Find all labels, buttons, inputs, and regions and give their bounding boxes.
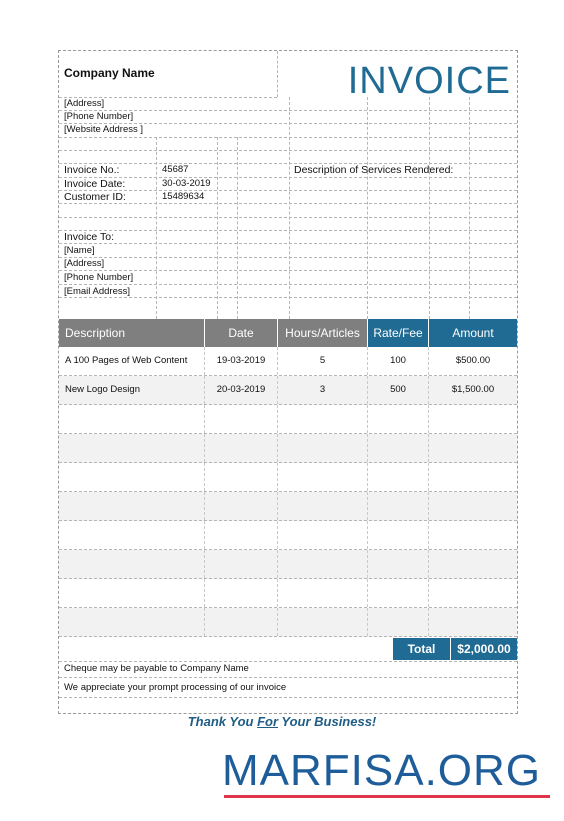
table-row-empty <box>59 405 517 434</box>
grid-line <box>367 97 368 319</box>
col-amount-header: Amount <box>429 319 517 347</box>
brand-underline <box>224 795 550 798</box>
grid-line <box>156 137 157 319</box>
cheque-note: Cheque may be payable to Company Name <box>64 663 249 674</box>
company-name: Company Name <box>64 66 155 80</box>
grid-line <box>429 97 430 319</box>
total-label: Total <box>393 638 450 660</box>
row-rate: 500 <box>368 376 429 404</box>
grid-line <box>59 243 517 244</box>
grid-line <box>59 190 517 191</box>
row-description: New Logo Design <box>59 376 205 404</box>
grid-line <box>59 270 517 271</box>
customer-id-label: Customer ID: <box>64 191 126 203</box>
row-amount: $500.00 <box>455 355 491 366</box>
table-row-empty <box>59 521 517 550</box>
grid-line <box>59 137 517 138</box>
company-website: [Website Address ] <box>64 124 144 135</box>
grid-line <box>59 217 517 218</box>
grid-line <box>59 230 517 231</box>
table-row-empty <box>59 434 517 463</box>
col-date-header: Date <box>205 319 278 347</box>
table-row-empty <box>59 463 517 492</box>
grid-line <box>59 697 517 698</box>
grid-line <box>59 677 517 678</box>
grid-line <box>469 97 470 319</box>
bill-to-email: [Email Address] <box>64 286 130 297</box>
bill-to-address: [Address] <box>64 258 105 269</box>
table-row-empty <box>59 550 517 579</box>
grid-line <box>59 284 517 285</box>
row-description: A 100 Pages of Web Content <box>59 347 205 375</box>
invoice-no-label: Invoice No.: <box>64 164 120 176</box>
invoice-to-label: Invoice To: <box>64 231 115 243</box>
table-row-empty <box>59 579 517 608</box>
services-label: Description of Services Rendered: <box>294 164 454 176</box>
row-rate: 100 <box>368 347 429 375</box>
invoice-date-label: Invoice Date: <box>64 178 126 190</box>
invoice-title: INVOICE <box>347 60 511 102</box>
items-table-header <box>59 319 517 347</box>
grid-line <box>217 137 218 319</box>
company-phone: [Phone Number] <box>64 111 134 122</box>
grid-line <box>59 661 517 662</box>
row-date: 20-03-2019 <box>205 376 278 404</box>
invoice-no-value: 45687 <box>162 164 189 175</box>
bill-to-phone: [Phone Number] <box>64 272 134 283</box>
grid-line <box>59 177 517 178</box>
row-hours: 3 <box>278 376 368 404</box>
header-divider <box>277 51 278 97</box>
table-row-empty <box>59 492 517 521</box>
total-value: $2,000.00 <box>451 638 517 660</box>
col-rate-header: Rate/Fee <box>368 319 429 347</box>
row-amount: $1,500.00 <box>451 384 495 395</box>
grid-line <box>59 203 517 204</box>
grid-line <box>237 137 238 319</box>
thanks-text-start: Thank You <box>187 714 258 729</box>
thanks-text-underlined: For <box>257 714 279 729</box>
invoice-date-value: 30-03-2019 <box>162 178 211 189</box>
table-row <box>59 376 517 405</box>
col-hours-header: Hours/Articles <box>278 319 368 347</box>
row-date: 19-03-2019 <box>205 347 278 375</box>
col-description-header: Description <box>59 319 205 347</box>
table-row <box>59 347 517 376</box>
company-address: [Address] <box>64 98 105 109</box>
thanks-text-end: Your Business! <box>278 714 377 729</box>
thank-you-message <box>0 714 564 729</box>
appreciation-note: We appreciate your prompt processing of our invoice <box>64 682 287 693</box>
brand-logo-text: MARFISA.ORG <box>222 746 542 795</box>
table-row-empty <box>59 608 517 637</box>
grid-line <box>289 97 290 319</box>
grid-line <box>59 150 517 151</box>
row-hours: 5 <box>278 347 368 375</box>
invoice-sheet <box>58 50 518 714</box>
grid-line <box>59 257 517 258</box>
bill-to-name: [Name] <box>64 245 95 256</box>
customer-id-value: 15489634 <box>162 191 205 202</box>
